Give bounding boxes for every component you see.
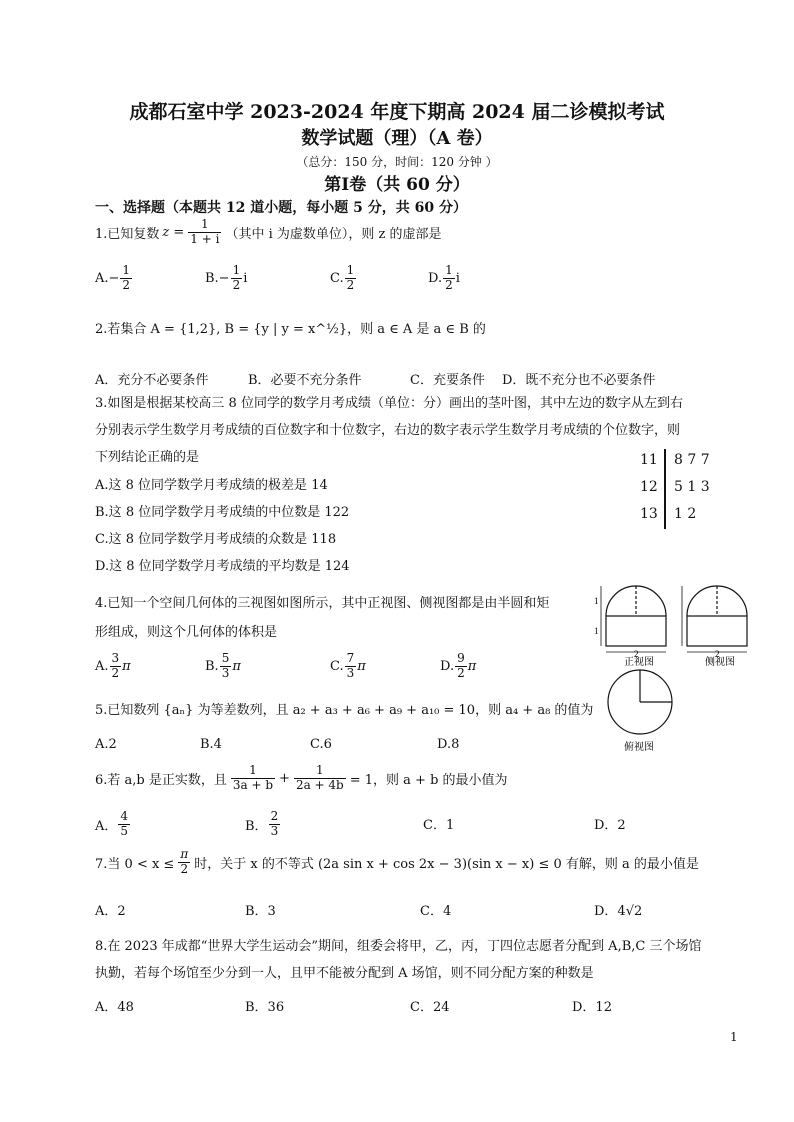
q3-option-d[interactable]: D.这 8 位同学数学月考成绩的平均数是 124 bbox=[95, 559, 350, 574]
exam-subtitle: 数学试题（理）（A 卷） bbox=[301, 128, 493, 149]
q3-option-b[interactable]: B.这 8 位同学数学月考成绩的中位数是 122 bbox=[95, 505, 350, 520]
score-time: （总分：150 分，时间：120 分钟 ） bbox=[296, 155, 498, 169]
question-8-line2: 执勤，若每个场馆至少分到一人，且甲不能被分配到 A 场馆，则不同分配方案的种数是 bbox=[95, 966, 594, 981]
question-1: 1.已知复数 z = $\frac{1}{1 + i}$ （其中 i 为虚数单位），则 z 的虚部是 bbox=[95, 217, 442, 246]
q7-option-c[interactable]: C．4 bbox=[420, 904, 452, 919]
q2-option-b[interactable]: B．必要不充分条件 bbox=[248, 373, 362, 388]
question-2: 2.若集合 A = {1,2}, B = {y | y = x^½}，则 a ∈ A 是 a ∈ B 的 bbox=[95, 322, 486, 337]
question-8-line1: 8.在 2023 年成都“世界大学生运动会”期间，组委会将甲，乙，丙，丁四位志愿者分配到 A,B,C 三个场馆 bbox=[95, 939, 702, 954]
q4-option-b[interactable]: B. $\frac{5}{3}$ π bbox=[205, 651, 241, 680]
q5-option-b[interactable]: B.4 bbox=[200, 737, 222, 752]
question-3-line3: 下列结论正确的是 bbox=[95, 450, 200, 465]
q2-option-c[interactable]: C．充要条件 bbox=[410, 373, 485, 388]
q7-option-b[interactable]: B．3 bbox=[245, 904, 276, 919]
stem-value: 11 bbox=[640, 452, 658, 468]
q5-option-a[interactable]: A.2 bbox=[95, 737, 117, 752]
q2-option-a[interactable]: A．充分不必要条件 bbox=[95, 373, 209, 388]
q1-option-a[interactable]: A.− $\frac{1}{2}$ bbox=[95, 263, 131, 292]
section-heading: 一、选择题（本题共 12 道小题，每小题 5 分，共 60 分） bbox=[95, 200, 467, 216]
leaf-values: 1 2 bbox=[674, 506, 697, 522]
three-views-figure bbox=[594, 576, 789, 754]
q1-option-d[interactable]: D. $\frac{1}{2}$ i bbox=[428, 263, 460, 292]
q1-option-b[interactable]: B.− $\frac{1}{2}$ i bbox=[205, 263, 248, 292]
stem-value: 12 bbox=[640, 479, 658, 495]
q6-option-c[interactable]: C．1 bbox=[423, 818, 455, 833]
q7-option-a[interactable]: A．2 bbox=[95, 904, 126, 919]
q6-option-b[interactable]: B． $\frac{2}{3}$ bbox=[245, 809, 279, 838]
stem-value: 13 bbox=[640, 506, 658, 522]
q4-option-d[interactable]: D. $\frac{9}{2}$ π bbox=[440, 651, 477, 680]
q6-option-a[interactable]: A． $\frac{4}{5}$ bbox=[95, 809, 129, 838]
stem-leaf-plot bbox=[636, 449, 726, 529]
q8-option-c[interactable]: C．24 bbox=[410, 1000, 450, 1015]
front-view-label: 正视图 bbox=[624, 657, 654, 668]
page-number: 1 bbox=[730, 1030, 738, 1044]
q5-option-d[interactable]: D.8 bbox=[437, 737, 460, 752]
q4-option-c[interactable]: C. $\frac{7}{3}$ π bbox=[330, 651, 366, 680]
q8-option-d[interactable]: D．12 bbox=[572, 1000, 612, 1015]
top-view-label: 俯视图 bbox=[624, 742, 654, 753]
side-view-rectangle bbox=[687, 616, 747, 646]
q6-option-d[interactable]: D．2 bbox=[594, 818, 626, 833]
q7-option-d[interactable]: D．4√2 bbox=[594, 904, 643, 919]
front-view-rectangle bbox=[606, 616, 666, 646]
dimension-label: 2 bbox=[634, 649, 639, 659]
question-4-line2: 形组成，则这个几何体的体积是 bbox=[95, 625, 278, 640]
leaf-values: 8 7 7 bbox=[674, 452, 710, 468]
leaf-values: 5 1 3 bbox=[674, 479, 710, 495]
question-3-line2: 分别表示学生数学月考成绩的百位数字和十位数字，右边的数字表示学生数学月考成绩的个位数字，则 bbox=[95, 423, 681, 438]
dimension-label: 2 bbox=[715, 649, 720, 659]
q4-option-a[interactable]: A. $\frac{3}{2}$ π bbox=[95, 651, 131, 680]
dimension-label: 1 bbox=[594, 596, 599, 606]
q5-option-c[interactable]: C.6 bbox=[310, 737, 332, 752]
stem-divider bbox=[664, 449, 666, 529]
exam-title: 成都石室中学 2023-2024 年度下期高 2024 届二诊模拟考试 bbox=[129, 101, 665, 123]
side-view-label: 侧视图 bbox=[705, 657, 735, 668]
q8-option-b[interactable]: B．36 bbox=[245, 1000, 285, 1015]
q8-option-a[interactable]: A．48 bbox=[95, 1000, 134, 1015]
question-7: 7.当 0 < x ≤ $\frac{\pi}{2}$ 时，关于 x 的不等式 (2a sin x + cos 2x − 3)(sin x − x) ≤ 0 有解，则 a 的最小值是 bbox=[95, 847, 699, 876]
q2-option-d[interactable]: D．既不充分也不必要条件 bbox=[502, 373, 656, 388]
question-3-line1: 3.如图是根据某校高三 8 位同学的数学月考成绩（单位：分）画出的茎叶图，其中左边的数字从左到右 bbox=[95, 396, 683, 411]
question-4-line1: 4.已知一个空间几何体的三视图如图所示，其中正视图、侧视图都是由半圆和矩 bbox=[95, 596, 550, 611]
volume-heading: 第Ⅰ卷（共 60 分） bbox=[324, 175, 470, 195]
q3-option-c[interactable]: C.这 8 位同学数学月考成绩的众数是 118 bbox=[95, 532, 337, 547]
question-6: 6.若 a,b 是正实数，且 $\frac{1}{3a + b}$ + $\frac{1}{2a + 4b}$ = 1，则 a + b 的最小值为 bbox=[95, 763, 508, 792]
dimension-label: 1 bbox=[594, 626, 599, 636]
question-5: 5.已知数列 {aₙ} 为等差数列，且 a₂ + a₃ + a₆ + a₉ + a₁₀ = 10，则 a₄ + a₈ 的值为 bbox=[95, 703, 594, 718]
q3-option-a[interactable]: A.这 8 位同学数学月考成绩的极差是 14 bbox=[95, 478, 328, 493]
q1-option-c[interactable]: C. $\frac{1}{2}$ bbox=[330, 263, 355, 292]
